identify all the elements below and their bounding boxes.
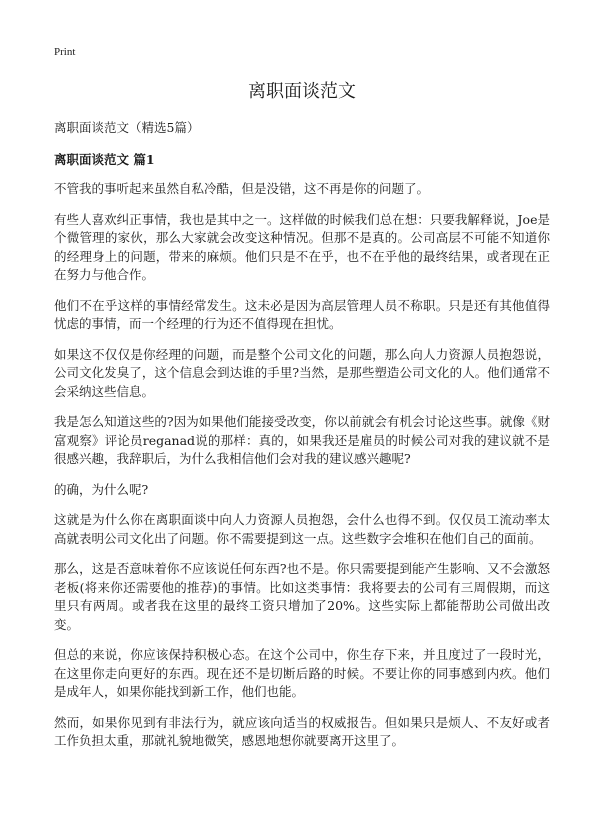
paragraph: 这就是为什么你在离职面谈中向人力资源人员抱怨，会什么也得不到。仅仅员工流动率太高就表明公司文化出了问题。你不需要提到这一点。这些数字会堆积在他们自己的面前。 bbox=[54, 512, 550, 546]
paragraph: 的确，为什么呢? bbox=[54, 481, 149, 497]
print-link[interactable]: Print bbox=[54, 46, 76, 58]
paragraph: 然而，如果你见到有非法行为，就应该向适当的权威报告。但如果只是烦人、不友好或者工作负担太重，那就礼貌地微笑，感恩地想你就要离开这里了。 bbox=[54, 714, 550, 748]
paragraph: 有些人喜欢纠正事情，我也是其中之一。这样做的时候我们总在想：只要我解释说，Joe是个微管理的家伙，那么大家就会改变这种情况。但那不是真的。公司高层不可能不知道你的经理身上的问题，带来的麻烦。他们只是不在乎，也不在乎他的最终结果，或者现在正在努力与他合作。 bbox=[54, 211, 550, 282]
paragraph: 他们不在乎这样的事情经常发生。这未必是因为高层管理人员不称职。只是还有其他值得忧虑的事情，而一个经理的行为还不值得现在担忧。 bbox=[54, 297, 550, 331]
paragraph: 不管我的事听起来虽然自私冷酷，但是没错，这不再是你的问题了。 bbox=[54, 181, 430, 196]
section-heading: 离职面谈范文 篇1 bbox=[54, 152, 155, 167]
document-subtitle: 离职面谈范文（精选5篇） bbox=[54, 120, 200, 135]
paragraph: 那么，这是否意味着你不应该说任何东西?也不是。你只需要提到能产生影响、又不会激怒老板(将来你还需要他的推荐)的事情。比如这类事情：我将要去的公司有三周假期，而这里只有两周。或者我在这里的最终工资只增加了20%。这些实际上都能帮助公司做出改变。 bbox=[54, 561, 550, 632]
article-body bbox=[54, 180, 550, 763]
paragraph: 我是怎么知道这些的?因为如果他们能接受改变，你以前就会有机会讨论这些事。就像《财富观察》评论员reganad说的那样：真的，如果我还是雇员的时候公司对我的建议就不是很感兴趣，我辞职后，为什么我相信他们会对我的建议感兴趣呢? bbox=[54, 414, 550, 466]
paragraph: 如果这不仅仅是你经理的问题，而是整个公司文化的问题，那么向人力资源人员抱怨说，公司文化发臭了，这个信息会到达谁的手里?当然，是那些塑造公司文化的人。他们通常不会采纳这些信息。 bbox=[54, 346, 550, 399]
page-title: 离职面谈范文 bbox=[248, 81, 356, 102]
paragraph: 但总的来说，你应该保持积极心态。在这个公司中，你生存下来，并且度过了一段时光，在这里你走向更好的东西。现在还不是切断后路的时候。不要让你的同事感到内疚。他们是成年人，如果你能找到新工作，他们也能。 bbox=[54, 647, 550, 699]
